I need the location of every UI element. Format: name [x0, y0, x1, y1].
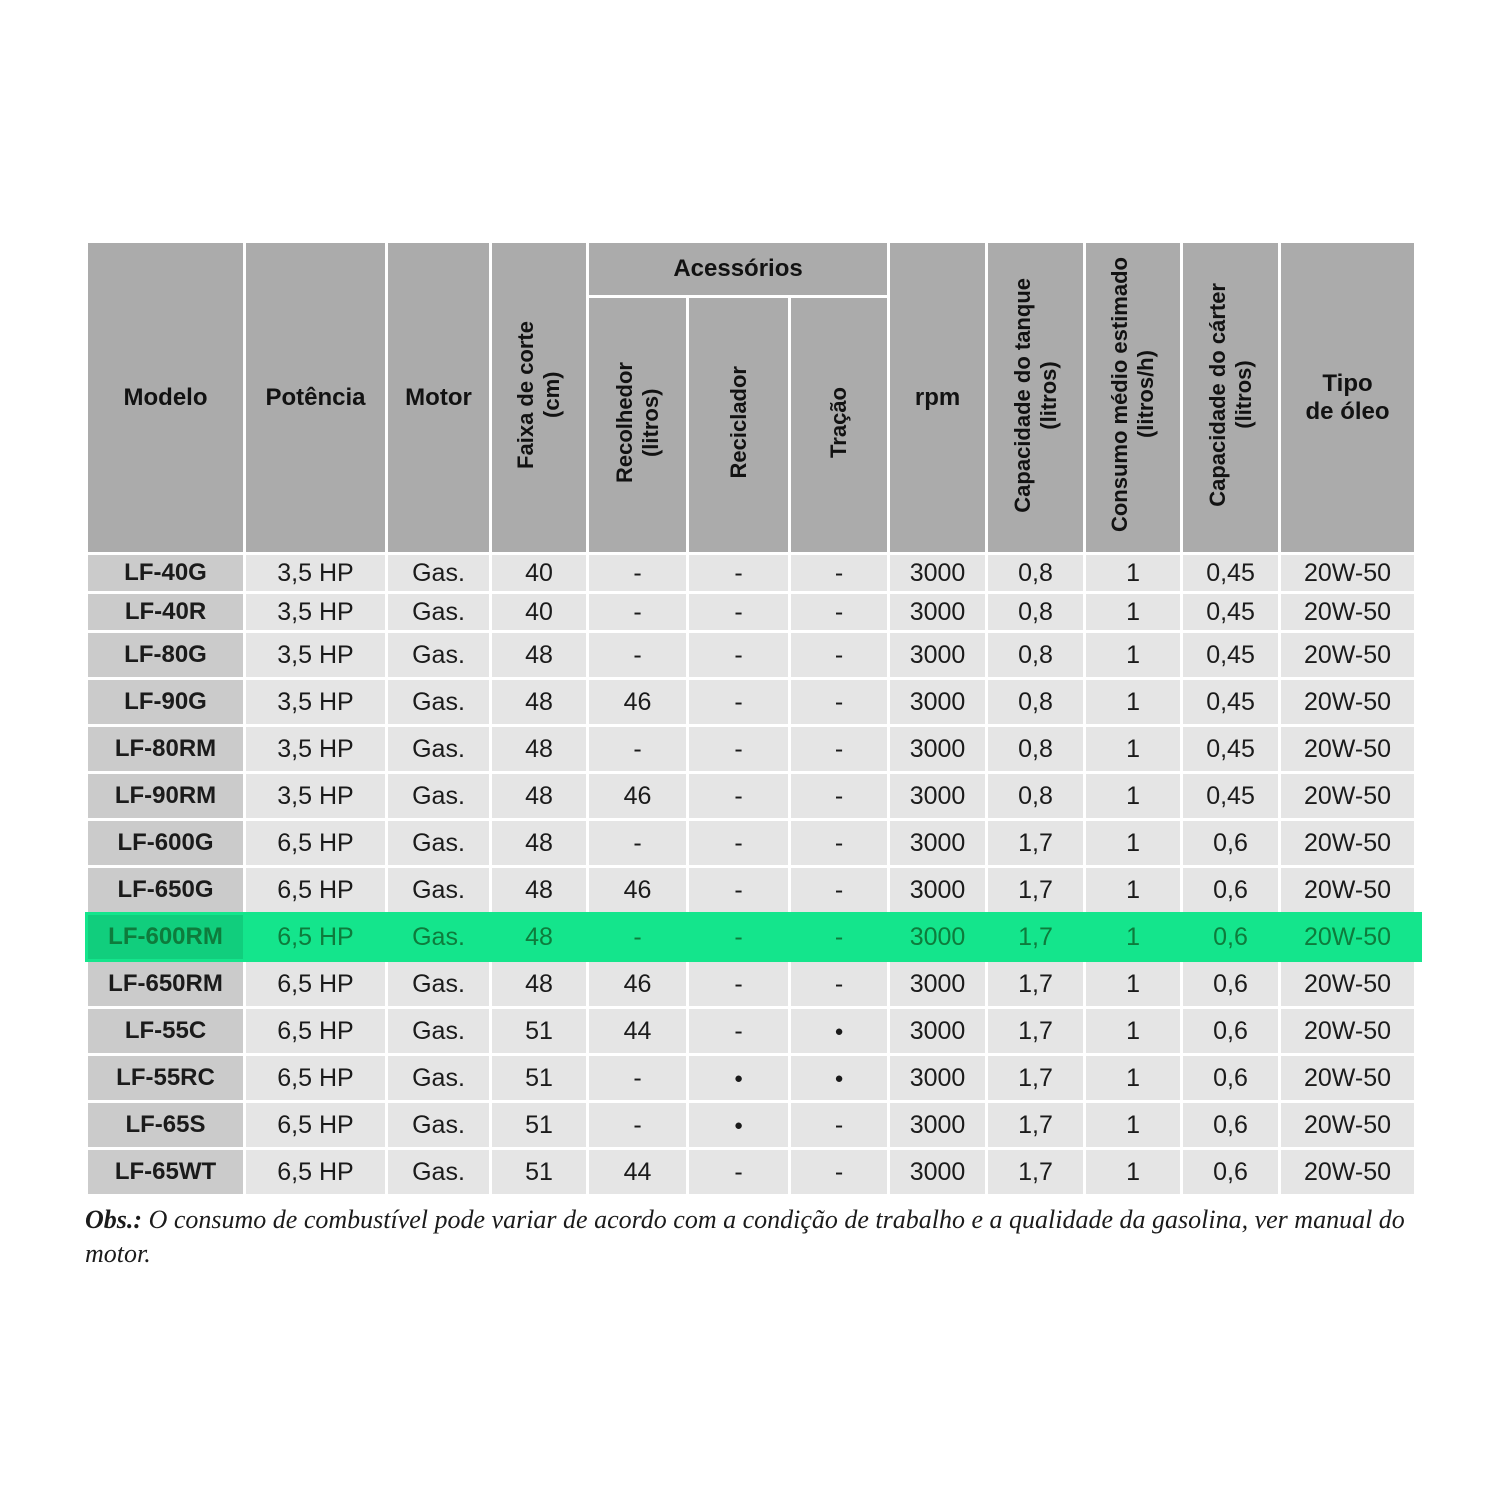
- header-recolhedor: [589, 298, 686, 552]
- header-reciclador: [689, 298, 788, 552]
- cell-carter: 0,45: [1183, 774, 1278, 818]
- cell-oleo: 20W-50: [1281, 680, 1414, 724]
- cell-consumo: 1: [1086, 1056, 1180, 1100]
- cell-consumo: 1: [1086, 868, 1180, 912]
- cell-modelo: LF-80G: [88, 633, 243, 677]
- cell-modelo: LF-40R: [88, 594, 243, 630]
- cell-recolhedor: -: [589, 633, 686, 677]
- header-tracao-label: Tração: [826, 387, 852, 458]
- cell-tracao: -: [791, 868, 887, 912]
- cell-faixa: 48: [492, 962, 586, 1006]
- table-row: [88, 680, 1414, 724]
- cell-reciclador: -: [689, 868, 788, 912]
- cell-tracao: -: [791, 774, 887, 818]
- cell-reciclador: -: [689, 1150, 788, 1194]
- cell-reciclador: -: [689, 821, 788, 865]
- cell-reciclador: ●: [689, 1056, 788, 1100]
- cell-consumo: 1: [1086, 633, 1180, 677]
- header-tipo-oleo: [1281, 243, 1414, 552]
- cell-reciclador: -: [689, 774, 788, 818]
- cell-carter: 0,6: [1183, 962, 1278, 1006]
- cell-oleo: 20W-50: [1281, 1056, 1414, 1100]
- cell-potencia: 6,5 HP: [246, 821, 385, 865]
- cell-tanque: 1,7: [988, 1056, 1083, 1100]
- cell-oleo: 20W-50: [1281, 1103, 1414, 1147]
- cell-modelo: LF-55RC: [88, 1056, 243, 1100]
- cell-tanque: 0,8: [988, 594, 1083, 630]
- cell-oleo: 20W-50: [1281, 555, 1414, 591]
- header-motor: Motor: [388, 243, 489, 552]
- table-row: [88, 915, 1414, 959]
- cell-modelo: LF-80RM: [88, 727, 243, 771]
- cell-reciclador: -: [689, 1009, 788, 1053]
- cell-tracao: -: [791, 962, 887, 1006]
- cell-reciclador: -: [689, 962, 788, 1006]
- cell-recolhedor: -: [589, 1103, 686, 1147]
- cell-reciclador: -: [689, 633, 788, 677]
- table-row: [88, 633, 1414, 677]
- cell-faixa: 48: [492, 727, 586, 771]
- header-potencia: Potência: [246, 243, 385, 552]
- cell-tracao: ●: [791, 1056, 887, 1100]
- cell-motor: Gas.: [388, 727, 489, 771]
- cell-carter: 0,6: [1183, 821, 1278, 865]
- cell-rpm: 3000: [890, 594, 985, 630]
- cell-rpm: 3000: [890, 962, 985, 1006]
- cell-tracao: -: [791, 727, 887, 771]
- cell-faixa: 48: [492, 821, 586, 865]
- header-consumo-line2: (litros/h): [1133, 351, 1159, 439]
- cell-consumo: 1: [1086, 594, 1180, 630]
- table-row: [88, 774, 1414, 818]
- cell-rpm: 3000: [890, 821, 985, 865]
- cell-modelo: LF-40G: [88, 555, 243, 591]
- cell-consumo: 1: [1086, 1150, 1180, 1194]
- header-acessorios: Acessórios: [589, 243, 887, 295]
- cell-reciclador: -: [689, 680, 788, 724]
- cell-recolhedor: 44: [589, 1150, 686, 1194]
- cell-rpm: 3000: [890, 633, 985, 677]
- cell-motor: Gas.: [388, 1056, 489, 1100]
- cell-carter: 0,6: [1183, 1056, 1278, 1100]
- cell-rpm: 3000: [890, 680, 985, 724]
- cell-carter: 0,6: [1183, 1009, 1278, 1053]
- cell-potencia: 3,5 HP: [246, 774, 385, 818]
- cell-tracao: ●: [791, 1009, 887, 1053]
- cell-reciclador: -: [689, 727, 788, 771]
- cell-tracao: -: [791, 555, 887, 591]
- footnote: [85, 1203, 1425, 1271]
- cell-recolhedor: 46: [589, 868, 686, 912]
- cell-tanque: 0,8: [988, 727, 1083, 771]
- cell-recolhedor: 46: [589, 962, 686, 1006]
- cell-rpm: 3000: [890, 774, 985, 818]
- cell-rpm: 3000: [909, 922, 966, 951]
- cell-tracao: -: [791, 1103, 887, 1147]
- header-faixa-de-corte: [492, 243, 586, 552]
- cell-motor: Gas.: [388, 633, 489, 677]
- cell-consumo: 1: [1086, 1009, 1180, 1053]
- cell-tanque: 0,8: [988, 633, 1083, 677]
- cell-oleo: 20W-50: [1281, 1150, 1414, 1194]
- cell-carter: 0,45: [1183, 680, 1278, 724]
- table-row: [88, 727, 1414, 771]
- table-row: [88, 821, 1414, 865]
- cell-consumo: 1: [1086, 680, 1180, 724]
- cell-oleo: 20W-50: [1281, 727, 1414, 771]
- cell-carter: 0,6: [1183, 868, 1278, 912]
- cell-faixa: 48: [492, 680, 586, 724]
- table-row: [88, 962, 1414, 1006]
- cell-tanque: 1,7: [988, 868, 1083, 912]
- cell-consumo: 1: [1086, 962, 1180, 1006]
- cell-reciclador: -: [689, 555, 788, 591]
- table-body: [88, 555, 1414, 1194]
- header-rpm: rpm: [890, 243, 985, 552]
- cell-tracao: -: [791, 680, 887, 724]
- table-row: [88, 1150, 1414, 1194]
- cell-tracao: -: [791, 594, 887, 630]
- cell-carter: 0,6: [1183, 1103, 1278, 1147]
- cell-tanque: 0,8: [988, 555, 1083, 591]
- cell-faixa: 48: [492, 633, 586, 677]
- cell-motor: Gas.: [388, 1103, 489, 1147]
- cell-potencia: 3,5 HP: [246, 594, 385, 630]
- cell-potencia: 6,5 HP: [246, 1009, 385, 1053]
- cell-recolhedor: -: [633, 922, 642, 951]
- cell-motor: Gas.: [388, 594, 489, 630]
- cell-consumo: 1: [1086, 774, 1180, 818]
- cell-rpm: 3000: [890, 868, 985, 912]
- spec-table: [85, 240, 1417, 1197]
- cell-faixa: 48: [492, 774, 586, 818]
- cell-oleo: 20W-50: [1281, 1009, 1414, 1053]
- cell-recolhedor: -: [589, 594, 686, 630]
- header-tanque-line1: Capacidade do tanque: [1009, 277, 1035, 513]
- cell-tanque: 0,8: [988, 774, 1083, 818]
- cell-carter: 0,6: [1213, 922, 1248, 951]
- cell-potencia: 6,5 HP: [246, 1056, 385, 1100]
- cell-tanque: 1,7: [988, 1009, 1083, 1053]
- cell-motor: Gas.: [388, 868, 489, 912]
- cell-consumo: 1: [1126, 922, 1140, 951]
- cell-rpm: 3000: [890, 727, 985, 771]
- cell-modelo: LF-65WT: [88, 1150, 243, 1194]
- header-carter-line1: Capacidade do cárter: [1204, 283, 1230, 507]
- header-reciclador-label: Reciclador: [725, 366, 751, 479]
- cell-consumo: 1: [1086, 1103, 1180, 1147]
- cell-faixa: 51: [492, 1056, 586, 1100]
- header-oleo-line1: Tipo: [1322, 369, 1373, 397]
- header-faixa-line1: Faixa de corte: [513, 321, 539, 469]
- cell-motor: Gas.: [388, 680, 489, 724]
- cell-consumo: 1: [1086, 555, 1180, 591]
- table-row: [88, 594, 1414, 630]
- header-recolhedor-line1: Recolhedor: [611, 361, 637, 484]
- cell-reciclador: ●: [689, 1103, 788, 1147]
- cell-faixa: 51: [492, 1150, 586, 1194]
- header-carter-line2: (litros): [1230, 360, 1256, 430]
- cell-potencia: 3,5 HP: [246, 727, 385, 771]
- cell-modelo: LF-65S: [88, 1103, 243, 1147]
- header-capacidade-tanque: [988, 243, 1083, 552]
- cell-oleo: 20W-50: [1281, 821, 1414, 865]
- cell-modelo: LF-600RM: [88, 915, 243, 959]
- cell-potencia: 6,5 HP: [246, 1103, 385, 1147]
- table-row: [88, 1103, 1414, 1147]
- cell-rpm: 3000: [890, 1150, 985, 1194]
- header-faixa-line2: (cm): [539, 371, 564, 419]
- cell-reciclador: -: [689, 594, 788, 630]
- cell-motor: Gas.: [388, 821, 489, 865]
- spec-table-container: [85, 240, 1425, 1197]
- cell-carter: 0,45: [1183, 555, 1278, 591]
- cell-potencia: 6,5 HP: [246, 868, 385, 912]
- cell-modelo: LF-90G: [88, 680, 243, 724]
- cell-modelo: LF-90RM: [88, 774, 243, 818]
- cell-motor: Gas.: [388, 555, 489, 591]
- cell-oleo: 20W-50: [1281, 962, 1414, 1006]
- cell-recolhedor: 44: [589, 1009, 686, 1053]
- cell-reciclador: -: [734, 922, 743, 951]
- cell-oleo: 20W-50: [1303, 922, 1392, 951]
- cell-consumo: 1: [1086, 821, 1180, 865]
- header-oleo-line2: de óleo: [1305, 397, 1390, 425]
- cell-motor: Gas.: [412, 922, 465, 951]
- cell-carter: 0,45: [1183, 633, 1278, 677]
- cell-tanque: 0,8: [988, 680, 1083, 724]
- cell-motor: Gas.: [388, 962, 489, 1006]
- table-row: [88, 1009, 1414, 1053]
- cell-carter: 0,45: [1183, 727, 1278, 771]
- table-row: [88, 555, 1414, 591]
- cell-tanque: 1,7: [1018, 922, 1053, 951]
- table-row: [88, 868, 1414, 912]
- cell-faixa: 40: [492, 594, 586, 630]
- cell-faixa: 48: [525, 922, 553, 951]
- cell-recolhedor: -: [589, 555, 686, 591]
- cell-tanque: 1,7: [988, 821, 1083, 865]
- header-recolhedor-line2: (litros): [637, 388, 663, 457]
- cell-potencia: 6,5 HP: [246, 1150, 385, 1194]
- cell-potencia: 3,5 HP: [246, 680, 385, 724]
- header-consumo-medio: [1086, 243, 1180, 552]
- cell-consumo: 1: [1086, 727, 1180, 771]
- cell-motor: Gas.: [388, 1009, 489, 1053]
- cell-tanque: 1,7: [988, 962, 1083, 1006]
- cell-oleo: 20W-50: [1281, 594, 1414, 630]
- footnote-label: Obs.:: [85, 1205, 143, 1234]
- header-modelo: Modelo: [88, 243, 243, 552]
- header-capacidade-carter: [1183, 243, 1278, 552]
- cell-faixa: 48: [492, 868, 586, 912]
- cell-rpm: 3000: [890, 1056, 985, 1100]
- cell-recolhedor: -: [589, 727, 686, 771]
- cell-recolhedor: 46: [589, 774, 686, 818]
- cell-potencia: 3,5 HP: [246, 555, 385, 591]
- cell-tracao: -: [791, 1150, 887, 1194]
- cell-rpm: 3000: [890, 1009, 985, 1053]
- cell-modelo: LF-650G: [88, 868, 243, 912]
- cell-oleo: 20W-50: [1281, 774, 1414, 818]
- header-consumo-line1: Consumo médio estimado: [1107, 257, 1133, 533]
- cell-modelo: LF-600G: [88, 821, 243, 865]
- cell-faixa: 40: [492, 555, 586, 591]
- cell-modelo: LF-650RM: [88, 962, 243, 1006]
- cell-tanque: 1,7: [988, 1103, 1083, 1147]
- cell-motor: Gas.: [388, 774, 489, 818]
- header-row-top: [88, 243, 1414, 295]
- cell-recolhedor: 46: [589, 680, 686, 724]
- cell-tracao: -: [791, 633, 887, 677]
- cell-tracao: -: [834, 922, 844, 951]
- cell-faixa: 51: [492, 1009, 586, 1053]
- cell-potencia: 6,5 HP: [277, 922, 354, 951]
- cell-potencia: 6,5 HP: [246, 962, 385, 1006]
- cell-rpm: 3000: [890, 1103, 985, 1147]
- cell-tracao: -: [791, 821, 887, 865]
- cell-recolhedor: -: [589, 821, 686, 865]
- cell-recolhedor: -: [589, 1056, 686, 1100]
- cell-tanque: 1,7: [988, 1150, 1083, 1194]
- cell-rpm: 3000: [890, 555, 985, 591]
- footnote-text: O consumo de combustível pode variar de acordo com a condição de trabalho e a qualidade da gasolina, ver manual do motor.: [85, 1205, 1405, 1268]
- cell-faixa: 51: [492, 1103, 586, 1147]
- cell-potencia: 3,5 HP: [246, 633, 385, 677]
- cell-motor: Gas.: [388, 1150, 489, 1194]
- cell-oleo: 20W-50: [1281, 633, 1414, 677]
- cell-carter: 0,45: [1183, 594, 1278, 630]
- header-tracao: [791, 298, 887, 552]
- cell-oleo: 20W-50: [1281, 868, 1414, 912]
- table-row: [88, 1056, 1414, 1100]
- cell-carter: 0,6: [1183, 1150, 1278, 1194]
- header-tanque-line2: (litros): [1035, 360, 1061, 430]
- cell-modelo: LF-55C: [88, 1009, 243, 1053]
